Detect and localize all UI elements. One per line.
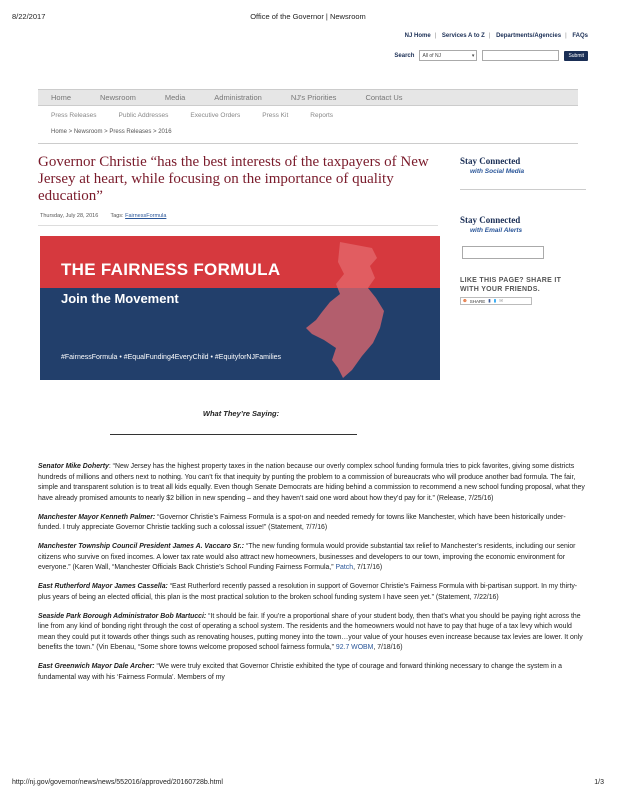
nav-contact[interactable]: Contact Us (365, 93, 403, 102)
quote-tail: , 7/17/16) (353, 564, 383, 571)
email-input[interactable] (462, 246, 544, 259)
article-date: Thursday, July 28, 2016 (40, 213, 99, 219)
quote-tail: , 7/18/16) (373, 644, 403, 651)
print-title: Office of the Governor | Newsroom (250, 12, 366, 21)
quote-speaker: Manchester Mayor Kenneth Palmer: (38, 513, 156, 521)
tag-link[interactable]: FairnessFormula (125, 213, 167, 219)
list-item (38, 662, 586, 683)
email-icon: ✉ (499, 298, 504, 303)
social-icons: ▮ (488, 298, 491, 303)
sub-nav (51, 112, 333, 119)
main-nav (38, 89, 578, 106)
source-link[interactable]: Patch (335, 564, 354, 571)
banner-hashtags: #FairnessFormula • #EqualFunding4EveryChild • #EquityforNJFamilies (61, 354, 282, 361)
search-input[interactable] (482, 50, 559, 61)
article-headline: Governor Christie “has the best interests of the taxpayers of New Jersey at heart, while focusing on the importance of quality education” (38, 154, 429, 204)
quote-text: “Governor Christie’s Fairness Formula is a spot-on and needed remedy for towns like Manchester, which have been historically under-funded. I truly appreciate Governor Christie tackling such a colossal issue!” (Statement, 7/7/16) (38, 513, 566, 531)
quote-text: “The new funding formula would provide substantial tax relief to Manchester’s residents, including our senior citizens who survive on fixed incomes. A lower tax rate would also attract new homeowners, businesses and developers to our town, improving the economic environment for everyone.” (Karen Wall, “Manchester Officials Back Christie’s School Funding Fairness Formula,” (38, 543, 576, 571)
print-page-number: 1/3 (594, 779, 604, 786)
twitter-icon: ▮ (493, 298, 497, 303)
nav-priorities[interactable]: NJ's Priorities (290, 93, 337, 102)
faqs-link[interactable]: FAQs (572, 33, 588, 39)
quote-text: : “New Jersey has the highest property taxes in the nation because our overly complex school funding formula tries to pick favorites, giving some districts hundreds of millions and others next to nothing. You can’t fix that inequity by punting the problem to a commission of bureaucrats who will produce another bad formula. The fair, simple and transparent solution is to treat all kids equally. Even though Senate Democrats are hiding behind a commission to recommend a new school funding proposal, what they have already promised amounts to nearly $2 billion in new spending – and they haven’t said one word about how they’d pay for it.” (Release, 7/25/16) (38, 463, 585, 502)
quote-speaker: East Greenwich Mayor Dale Archer: (38, 663, 155, 670)
quote-text: “We were truly excited that Governor Christie exhibited the type of courage and forward thinking necessary to change the system in a fundamental way with his ‘Fairness Formula’. Members of my (38, 663, 562, 681)
email-subheading[interactable]: with Email Alerts (470, 227, 523, 234)
email-alerts-widget (460, 215, 586, 234)
social-media-widget (460, 156, 586, 190)
quote-text: “It should be fair. If you’re a proportional share of your student body, then that’s what you should be paying right across the line from any kind of bonding right through the cost of operating a school system. The residents and the homeowners would not have to pay that huge of a tax levy which would mean they could put it towards other things such as renovating houses, putting money into the town…your value of your houses even increase because tax levies are lower. It only benefits the town.” (Vin Ebenau, “Some shore towns welcome proposed school fairness formula,” (38, 612, 583, 651)
subnav-reports[interactable]: Reports (310, 112, 334, 119)
list-item (38, 513, 586, 534)
email-heading: Stay Connected (460, 215, 521, 225)
search-bar (394, 50, 588, 61)
nav-newsroom[interactable]: Newsroom (100, 93, 136, 102)
print-date: 8/22/2017 (12, 12, 46, 21)
nj-home-link[interactable]: NJ Home (404, 33, 431, 39)
utility-links: NJ Home | Services A to Z | Departments/Agencies | FAQs (404, 33, 588, 39)
divider (110, 434, 357, 435)
quote-speaker: Manchester Township Council President James A. Vaccaro Sr.: (38, 543, 245, 550)
chevron-down-icon: ▾ (471, 52, 475, 59)
divider (38, 225, 438, 226)
services-link[interactable]: Services A to Z (441, 33, 485, 39)
quote-speaker: East Rutherford Mayor James Cassella: (38, 583, 168, 590)
list-item (38, 462, 586, 504)
share-button[interactable] (460, 297, 532, 305)
quote-text: “East Rutherford recently passed a resolution in support of Governor Christie’s Fairness Formula with bi-partisan support. In my thirty-plus years of being an elected official, this plan is the most practical solution to the broken school funding system I have seen yet.” (Statement, 7/22/16) (38, 583, 578, 601)
section-title: What They’re Saying: (202, 409, 280, 418)
departments-link[interactable]: Departments/Agencies (496, 33, 562, 39)
nav-home[interactable]: Home (51, 93, 72, 102)
quotes-list (38, 462, 586, 692)
list-item (38, 612, 586, 654)
banner-title: THE FAIRNESS FORMULA (61, 260, 281, 279)
list-item (38, 542, 586, 574)
search-submit-button[interactable]: Submit (564, 51, 588, 61)
subnav-press-releases[interactable]: Press Releases (51, 112, 97, 119)
breadcrumb[interactable]: Home > Newsroom > Press Releases > 2016 (51, 129, 172, 135)
article-meta (40, 213, 166, 219)
quote-speaker: Seaside Park Borough Administrator Bob Martucci: (38, 612, 207, 620)
subnav-executive-orders[interactable]: Executive Orders (190, 112, 241, 119)
share-label: SHARE (469, 298, 486, 304)
divider (38, 143, 578, 144)
nav-media[interactable]: Media (164, 93, 186, 102)
search-scope-select[interactable]: All of NJ ▾ (419, 50, 477, 61)
search-label: Search (394, 52, 415, 59)
tags-label: Tags: (110, 213, 124, 219)
subnav-press-kit[interactable]: Press Kit (262, 112, 289, 119)
share-prompt: LIKE THIS PAGE? SHARE IT WITH YOUR FRIENDS. (460, 277, 562, 293)
plus-icon: ⊕ (463, 298, 467, 303)
nav-administration[interactable]: Administration (214, 93, 262, 102)
source-link[interactable]: 92.7 WOBM (335, 644, 374, 651)
quote-speaker: Senator Mike Doherty (38, 463, 109, 470)
print-url: http://nj.gov/governor/news/news/552016/approved/20160728b.html (12, 779, 223, 786)
social-heading: Stay Connected (460, 156, 521, 166)
list-item (38, 582, 586, 603)
social-subheading[interactable]: with Social Media (470, 168, 525, 175)
fairness-formula-banner (40, 236, 440, 380)
subnav-public-addresses[interactable]: Public Addresses (118, 112, 169, 119)
banner-subtitle: Join the Movement (61, 291, 179, 306)
